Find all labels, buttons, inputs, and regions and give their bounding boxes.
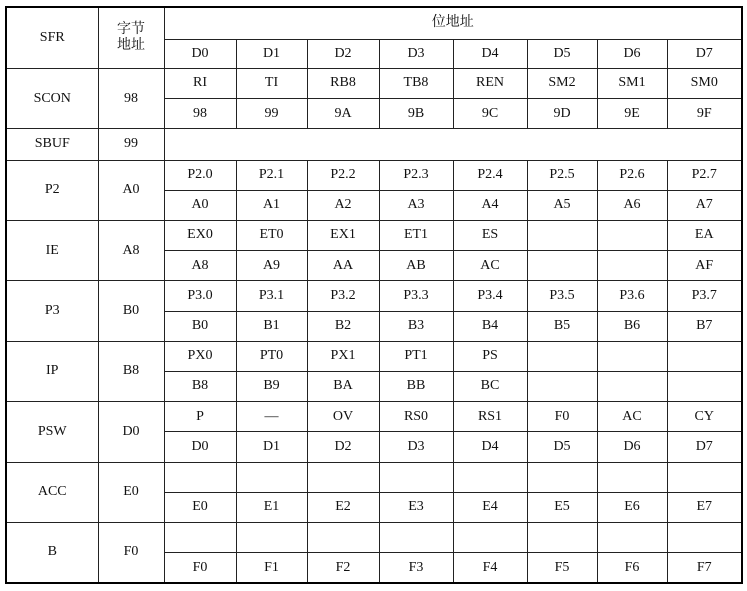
bit-name-cell: REN — [453, 68, 527, 98]
register-row-sbuf — [6, 129, 742, 160]
register-row-ie-bit-names — [6, 220, 742, 250]
bit-name-cell — [667, 522, 742, 552]
bit-address-cell: F5 — [527, 553, 597, 583]
bit-name-cell: RI — [164, 68, 236, 98]
bit-address-cell: B3 — [379, 311, 453, 341]
bit-header-d0: D0 — [164, 39, 236, 68]
bit-name-cell — [527, 462, 597, 492]
bit-address-cell: B9 — [236, 371, 307, 401]
register-row-p2-bit-names — [6, 160, 742, 190]
bit-name-cell — [379, 522, 453, 552]
bit-header-d2: D2 — [307, 39, 379, 68]
bit-address-cell — [597, 251, 667, 281]
sfr-bit-address-table — [5, 6, 743, 584]
bit-address-cell: 9A — [307, 99, 379, 129]
bit-name-cell: P2.7 — [667, 160, 742, 190]
bit-address-cell: A0 — [164, 190, 236, 220]
header-sfr: SFR — [6, 7, 98, 68]
bit-name-cell: PT0 — [236, 341, 307, 371]
bit-header-d7: D7 — [667, 39, 742, 68]
bit-name-cell — [667, 462, 742, 492]
bit-name-cell — [307, 522, 379, 552]
bit-address-cell: F2 — [307, 553, 379, 583]
register-byte-address: A0 — [98, 160, 164, 220]
bit-address-cell: D4 — [453, 432, 527, 462]
bit-name-cell: P3.2 — [307, 281, 379, 311]
bit-address-cell — [527, 371, 597, 401]
bit-name-cell: P2.5 — [527, 160, 597, 190]
bit-name-cell: RS1 — [453, 402, 527, 432]
register-name: IE — [6, 220, 98, 280]
register-name: B — [6, 522, 98, 583]
register-row-p3-bit-names — [6, 281, 742, 311]
bit-address-cell — [597, 371, 667, 401]
bit-address-cell: BB — [379, 371, 453, 401]
bit-name-cell: SM0 — [667, 68, 742, 98]
register-byte-address: 98 — [98, 68, 164, 128]
register-byte-address: E0 — [98, 462, 164, 522]
bit-address-cell: A7 — [667, 190, 742, 220]
bit-address-cell: A2 — [307, 190, 379, 220]
bit-address-cell: E3 — [379, 492, 453, 522]
bit-address-cell: A6 — [597, 190, 667, 220]
bit-name-cell: P3.6 — [597, 281, 667, 311]
bit-name-cell — [527, 341, 597, 371]
bit-name-cell — [667, 341, 742, 371]
bit-header-d5: D5 — [527, 39, 597, 68]
bit-address-cell: AA — [307, 251, 379, 281]
bit-address-cell: 99 — [236, 99, 307, 129]
bit-address-cell: 9D — [527, 99, 597, 129]
bit-address-cell: D2 — [307, 432, 379, 462]
bit-name-cell: EA — [667, 220, 742, 250]
register-byte-address: B0 — [98, 281, 164, 341]
bit-name-cell: P — [164, 402, 236, 432]
bit-name-cell: P3.4 — [453, 281, 527, 311]
bit-name-cell — [236, 462, 307, 492]
bit-name-cell: PX1 — [307, 341, 379, 371]
register-name: SCON — [6, 68, 98, 128]
bit-address-cell: F6 — [597, 553, 667, 583]
bit-name-cell: SM2 — [527, 68, 597, 98]
bit-name-cell: CY — [667, 402, 742, 432]
bit-address-cell: D7 — [667, 432, 742, 462]
bit-name-cell: P2.2 — [307, 160, 379, 190]
bit-address-cell: B6 — [597, 311, 667, 341]
bit-address-cell: 9E — [597, 99, 667, 129]
bit-address-cell: A1 — [236, 190, 307, 220]
register-byte-address: 99 — [98, 129, 164, 160]
bit-header-d4: D4 — [453, 39, 527, 68]
bit-name-cell — [597, 522, 667, 552]
bit-name-cell — [164, 462, 236, 492]
bit-name-cell: TB8 — [379, 68, 453, 98]
bit-address-cell: D1 — [236, 432, 307, 462]
bit-address-cell: A8 — [164, 251, 236, 281]
bit-address-cell: E1 — [236, 492, 307, 522]
bit-name-cell: RS0 — [379, 402, 453, 432]
bit-address-cell: A9 — [236, 251, 307, 281]
register-row-b-bit-names — [6, 522, 742, 552]
register-row-scon-bit-names — [6, 68, 742, 98]
bit-name-cell — [527, 522, 597, 552]
bit-address-cell: AF — [667, 251, 742, 281]
bit-address-cell: AC — [453, 251, 527, 281]
bit-name-cell: P3.7 — [667, 281, 742, 311]
register-name: ACC — [6, 462, 98, 522]
bit-address-cell: A3 — [379, 190, 453, 220]
empty-bit-area — [164, 129, 742, 160]
bit-address-cell: F3 — [379, 553, 453, 583]
register-row-ip-bit-names — [6, 341, 742, 371]
register-byte-address: B8 — [98, 341, 164, 401]
bit-header-d1: D1 — [236, 39, 307, 68]
bit-address-cell: D0 — [164, 432, 236, 462]
bit-address-cell: F1 — [236, 553, 307, 583]
bit-header-d6: D6 — [597, 39, 667, 68]
register-name: SBUF — [6, 129, 98, 160]
bit-address-cell — [667, 371, 742, 401]
bit-name-cell: PT1 — [379, 341, 453, 371]
bit-name-cell: EX0 — [164, 220, 236, 250]
register-byte-address: F0 — [98, 522, 164, 583]
register-name: P2 — [6, 160, 98, 220]
bit-name-cell: P2.4 — [453, 160, 527, 190]
bit-name-cell: ET0 — [236, 220, 307, 250]
bit-name-cell: ET1 — [379, 220, 453, 250]
bit-address-cell: B8 — [164, 371, 236, 401]
bit-name-cell: SM1 — [597, 68, 667, 98]
bit-name-cell: TI — [236, 68, 307, 98]
bit-address-cell: F4 — [453, 553, 527, 583]
bit-name-cell: ES — [453, 220, 527, 250]
header-bit-address: 位地址 — [164, 7, 742, 39]
bit-name-cell: P2.0 — [164, 160, 236, 190]
bit-name-cell — [597, 341, 667, 371]
bit-name-cell — [597, 220, 667, 250]
bit-address-cell: A5 — [527, 190, 597, 220]
bit-name-cell — [453, 462, 527, 492]
bit-name-cell — [236, 522, 307, 552]
bit-header-d3: D3 — [379, 39, 453, 68]
bit-name-cell: P2.6 — [597, 160, 667, 190]
bit-name-cell: P2.1 — [236, 160, 307, 190]
bit-address-cell: A4 — [453, 190, 527, 220]
bit-name-cell: RB8 — [307, 68, 379, 98]
bit-name-cell: PS — [453, 341, 527, 371]
bit-address-cell: BA — [307, 371, 379, 401]
bit-name-cell — [379, 462, 453, 492]
bit-name-cell — [597, 462, 667, 492]
bit-name-cell: P3.0 — [164, 281, 236, 311]
bit-name-cell: P3.5 — [527, 281, 597, 311]
register-byte-address: D0 — [98, 402, 164, 462]
bit-address-cell — [527, 251, 597, 281]
bit-address-cell: E2 — [307, 492, 379, 522]
bit-name-cell: — — [236, 402, 307, 432]
register-row-psw-bit-names — [6, 402, 742, 432]
bit-address-cell: F0 — [164, 553, 236, 583]
bit-name-cell: P3.3 — [379, 281, 453, 311]
bit-address-cell: B0 — [164, 311, 236, 341]
bit-address-cell: E7 — [667, 492, 742, 522]
bit-address-cell: B7 — [667, 311, 742, 341]
bit-name-cell: P2.3 — [379, 160, 453, 190]
bit-address-cell: D6 — [597, 432, 667, 462]
bit-name-cell: PX0 — [164, 341, 236, 371]
bit-name-cell: OV — [307, 402, 379, 432]
bit-name-cell — [307, 462, 379, 492]
bit-address-cell: B4 — [453, 311, 527, 341]
bit-name-cell — [164, 522, 236, 552]
bit-address-cell: B5 — [527, 311, 597, 341]
bit-name-cell: F0 — [527, 402, 597, 432]
bit-address-cell: BC — [453, 371, 527, 401]
bit-address-cell: 9F — [667, 99, 742, 129]
bit-address-cell: D5 — [527, 432, 597, 462]
bit-address-cell: 98 — [164, 99, 236, 129]
register-row-acc-bit-names — [6, 462, 742, 492]
bit-address-cell: F7 — [667, 553, 742, 583]
bit-name-cell: EX1 — [307, 220, 379, 250]
bit-address-cell: AB — [379, 251, 453, 281]
bit-address-cell: 9B — [379, 99, 453, 129]
register-byte-address: A8 — [98, 220, 164, 280]
bit-address-cell: D3 — [379, 432, 453, 462]
bit-address-cell: B2 — [307, 311, 379, 341]
bit-name-cell — [453, 522, 527, 552]
bit-address-cell: E4 — [453, 492, 527, 522]
bit-name-cell: P3.1 — [236, 281, 307, 311]
register-name: PSW — [6, 402, 98, 462]
bit-address-cell: E5 — [527, 492, 597, 522]
table-body — [6, 7, 742, 583]
register-name: IP — [6, 341, 98, 401]
header-row — [6, 7, 742, 39]
header-byte-address: 字节 地址 — [98, 7, 164, 68]
bit-address-cell: E6 — [597, 492, 667, 522]
register-name: P3 — [6, 281, 98, 341]
bit-address-cell: 9C — [453, 99, 527, 129]
bit-name-cell: AC — [597, 402, 667, 432]
bit-name-cell — [527, 220, 597, 250]
bit-address-cell: B1 — [236, 311, 307, 341]
bit-address-cell: E0 — [164, 492, 236, 522]
